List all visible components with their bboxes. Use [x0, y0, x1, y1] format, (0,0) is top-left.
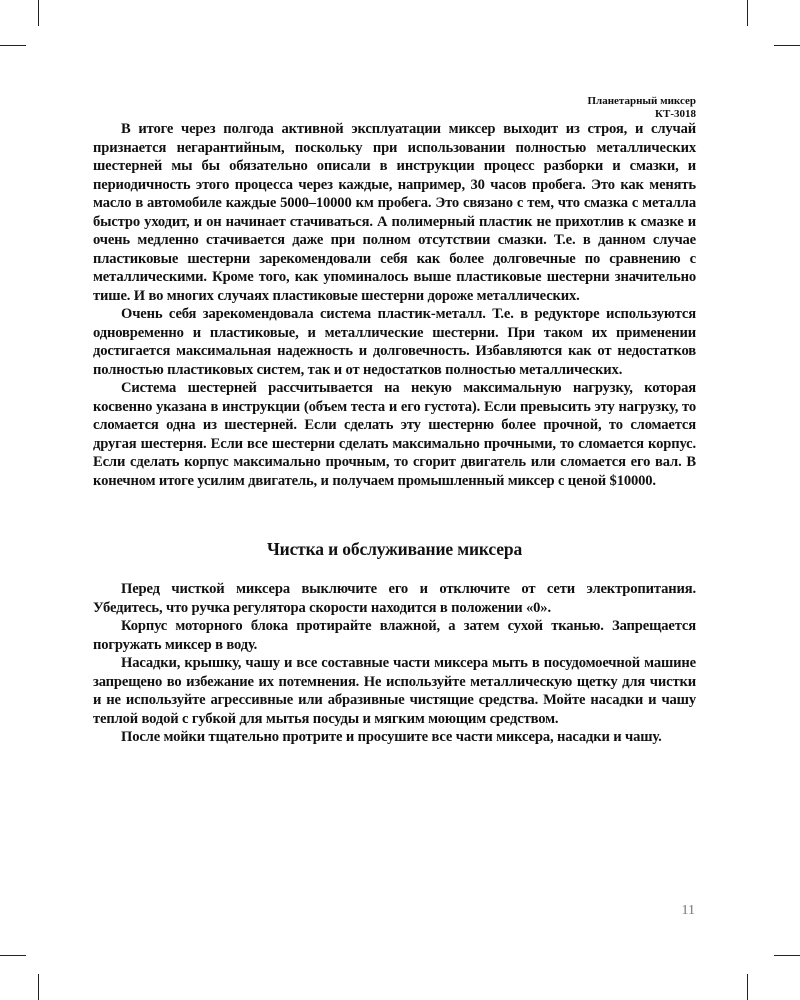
crop-mark	[38, 974, 39, 1000]
paragraph: Очень себя зарекомендовала система пластик-металл. Т.е. в редукторе используются одновременно и пластиковые, и металлические шестерни. При таком их применении достигается максимальная надежность и долговечность. Избавляются как от недостатков полностью пластиковых систем, так и от недостатков полностью металлических.	[93, 306, 696, 378]
paragraph: В итоге через полгода активной эксплуатации миксер выходит из строя, и случай признается негарантийным, поскольку при использовании полностью металлических шестерней мы бы обязательно описали в инструкции процесс разборки и смазки, и периодичность этого процесса через каждые, например, 30 часов пробега. Это как менять масло в автомобиле каждые 5000–10000 км пробега. Это связано с тем, что смазка с металла быстро уходит, и он начинает стачиваться. А полимерный пластик не прихотлив к смазке и очень медленно стачивается даже при полном отсутствии смазки. Т.е. в данном случае пластиковые шестерни зарекомендовали себя как более долговечные по сравнению с металлическими. Кроме того, как упоминалось выше пластиковые шестерни значительно тише. И во многих случаях пластиковые шестерни дороже металлических.	[93, 121, 696, 304]
crop-mark	[774, 45, 800, 46]
page-body	[93, 120, 696, 747]
crop-mark	[747, 974, 748, 1000]
paragraph: После мойки тщательно протрите и просушите все части миксера, насадки и чашу.	[121, 729, 662, 745]
paragraph: Насадки, крышку, чашу и все составные части миксера мыть в посудомоечной машине запрещено во избежание их потемнения. Не используйте металлическую щетку для чистки и не используйте агрессивные или абразивные чистящие средства. Мойте насадки и чашу теплой водой с губкой для мытья посуды и мягким моющим средством.	[93, 655, 696, 727]
crop-mark	[38, 0, 39, 26]
crop-mark	[774, 955, 800, 956]
paragraph: Корпус моторного блока протирайте влажной, а затем сухой тканью. Запрещается погружать миксер в воду.	[93, 618, 696, 653]
header-title: Планетарный миксер	[587, 95, 696, 107]
paragraph: Перед чисткой миксера выключите его и отключите от сети электропитания. Убедитесь, что ручка регулятора скорости находится в положении «0».	[93, 581, 696, 616]
crop-mark	[0, 955, 26, 956]
crop-mark	[0, 45, 26, 46]
page-number: 11	[681, 903, 695, 918]
running-header	[587, 95, 696, 121]
header-model: КТ-3018	[655, 108, 696, 120]
section-heading: Чистка и обслуживание миксера	[266, 539, 523, 559]
paragraph: Система шестерней рассчитывается на некую максимальную нагрузку, которая косвенно указана в инструкции (объем теста и его густота). Если превысить эту нагрузку, то сломается одна из шестерней. Если сделать эту шестерню более прочной, то сломается другая шестерня. Если все шестерни сделать максимально прочными, то сломается корпус. Если сделать корпус максимально прочным, то сгорит двигатель или сломается его вал. В конечном итоге усилим двигатель, и получаем промышленный миксер с ценой $10000.	[93, 380, 696, 489]
crop-mark	[747, 0, 748, 26]
